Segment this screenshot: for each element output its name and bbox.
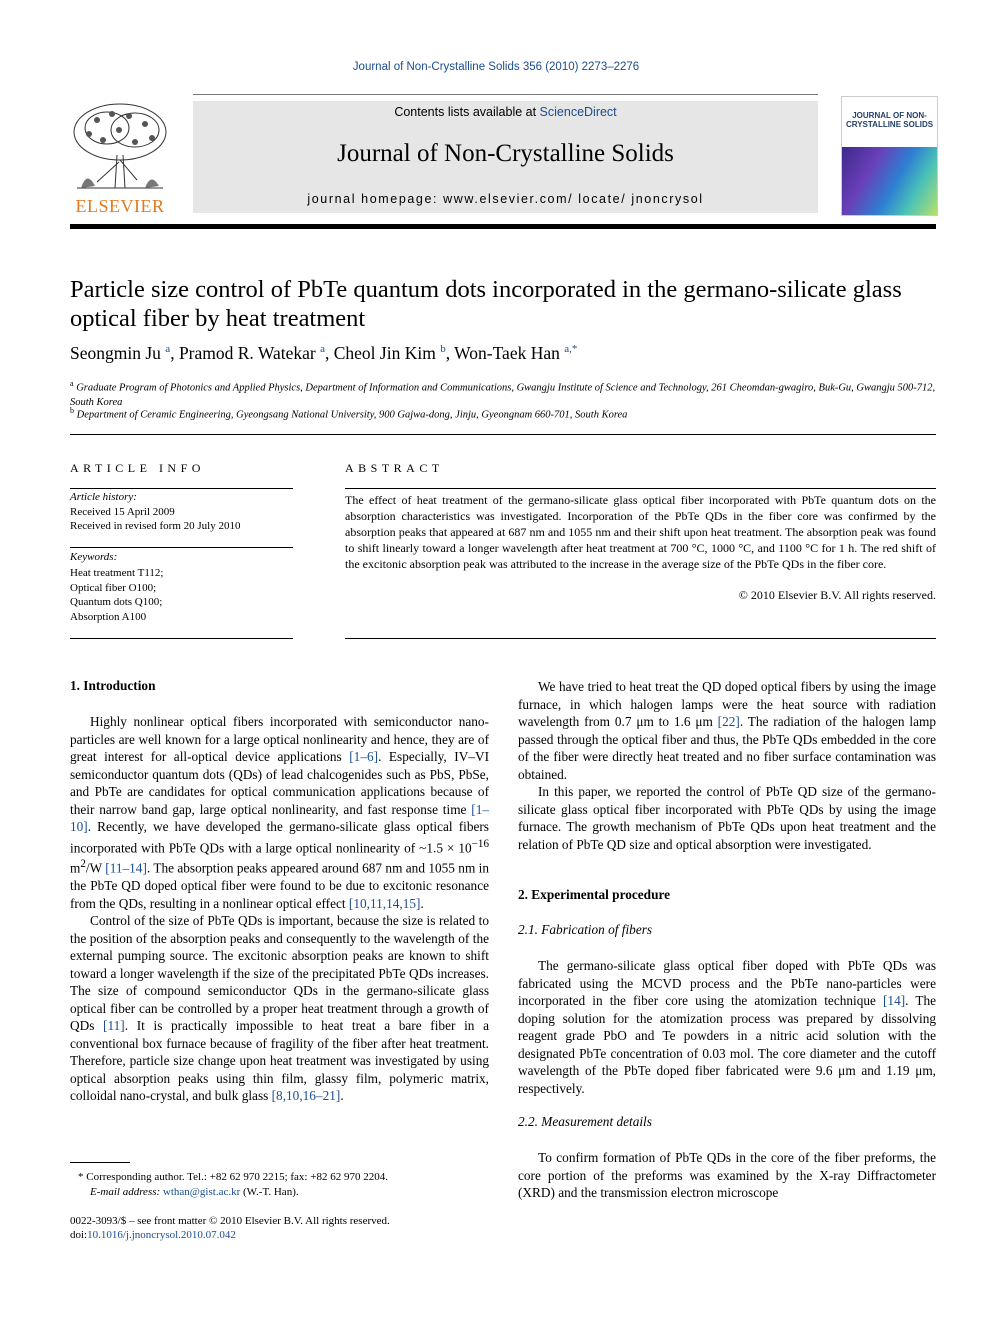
- article-title: Particle size control of PbTe quantum dots incorporated in the germano-silicate glass optical fiber by heat treatment: [70, 276, 902, 332]
- measurement-heading: 2.2. Measurement details: [518, 1114, 652, 1129]
- fabrication-section: [518, 957, 936, 1097]
- header-top-rule: [193, 94, 818, 95]
- article-info-heading: ARTICLE INFO: [70, 461, 205, 475]
- fabrication-paragraph: The germano-silicate glass optical fiber doped with PbTe QDs was fabricated using the MCVD process and the PbTe nano-particles were incorporated in the fiber core using the atomization technique [14]. The doping solution for the atomization process was prepared by dissolving reagent grade PbO and Te powders in a nitric acid solution with the designated PbTe concentration of 0.03 mol. The core diameter and the cutoff wavelength of the PbTe doped fiber fabricated were 9.6 μm and 1.19 μm, respectively.: [518, 958, 936, 1096]
- citation-link[interactable]: [8,10,16–21]: [271, 1088, 341, 1104]
- citation-link[interactable]: [11–14]: [105, 860, 147, 876]
- abstract-text: The effect of heat treatment of the germano-silicate glass optical fiber incorporated with PbTe quantum dots on the absorption characteristics was investigated. Incorporation of the PbTe QDs in the fiber core was confirmed by the absorption peaks that appeared at 687 nm and 1055 nm and their shift upon heat treatment. The absorption peak was found to shift linearly toward a longer wavelength after heat treatment at 700 °C, 1000 °C, and 1100 °C for 1 h. The red shift of the excitonic absorption peak was attributed to the increase in the average size of the PbTe QDs in the fiber core.: [345, 493, 936, 571]
- copyright-notice: © 2010 Elsevier B.V. All rights reserved.: [738, 588, 936, 602]
- elsevier-wordmark: ELSEVIER: [75, 196, 165, 216]
- corresponding-author-note: * Corresponding author. Tel.: +82 62 970 2215; fax: +82 62 970 2204.: [78, 1171, 388, 1183]
- keyword: Absorption A100: [70, 610, 147, 623]
- history-label: Article history:: [70, 491, 137, 503]
- journal-title: Journal of Non-Crystalline Solids: [337, 140, 674, 167]
- sciencedirect-link[interactable]: ScienceDirect: [539, 105, 617, 119]
- divider: [345, 488, 936, 489]
- divider: [70, 488, 293, 489]
- intro-paragraph-4: In this paper, we reported the control of PbTe QD size of the germano-silicate glass optical fiber incorporated with PbTe QDs by using the image furnace. The growth mechanism of PbTe QDs upon heat treatment and the relation of PbTe QD size and optical absorption were investigated.: [518, 784, 936, 852]
- received-date: Received 15 April 2009: [70, 506, 175, 518]
- divider: [70, 434, 936, 435]
- left-column: [70, 713, 489, 1105]
- cover-title: JOURNAL OF NON-CRYSTALLINE SOLIDS: [845, 111, 934, 129]
- cover-image: [842, 147, 937, 215]
- citation-link[interactable]: [22]: [717, 714, 740, 729]
- citation-link[interactable]: [10,11,14,15]: [348, 895, 421, 911]
- keyword: Heat treatment T112;: [70, 567, 164, 579]
- introduction-heading: 1. Introduction: [70, 678, 156, 693]
- footnote-rule: [70, 1162, 130, 1163]
- intro-paragraph-2: Control of the size of PbTe QDs is important, because the size is related to the position of the absorption peaks and consequently to the wavelength of the external pumping source. The excitonic absorption peaks are known to shift toward a longer wavelength if the size of the precipitated PbTe QDs increases. The size of compound semiconductor QDs in the germano-silicate glass optical fiber can be controlled by a proper heat treatment through a growth of QDs [11]. It is practically impossible to heat treat a bare fiber in a conventional box furnace because of fragility of the fiber after heat treatment. Therefore, particle size change upon heat treatment was investigated by using optical absorption peaks using thin film, glassy film, polymeric matrix, colloidal nano-crystal, and bulk glass [8,10,16–21].: [70, 913, 489, 1104]
- divider: [345, 638, 936, 639]
- journal-homepage[interactable]: journal homepage: www.elsevier.com/ locate/ jnoncrysol: [307, 192, 704, 206]
- affiliation-a: $^a$ Graduate Program of Photonics and Applied Physics, Department of Information and Communications, Gwangju Institute of Science and Technology, 261 Cheomdan-gwagiro, Buk-Gu, Gwangju 500-712, South Korea: [70, 379, 936, 408]
- issn-line: 0022-3093/$ – see front matter © 2010 Elsevier B.V. All rights reserved.: [70, 1215, 390, 1227]
- affiliation-b: $^b$ Department of Ceramic Engineering, Gyeongsang National University, 900 Gajwa-dong, Jinju, Gyeongnam 660-701, South Korea: [70, 406, 628, 421]
- fabrication-heading: 2.1. Fabrication of fibers: [518, 922, 653, 937]
- citation-link[interactable]: [1–6]: [349, 749, 379, 764]
- divider: [70, 547, 293, 548]
- keyword: Quantum dots Q100;: [70, 596, 163, 608]
- email-note: E-mail address: wthan@gist.ac.kr (W.-T. Han).: [90, 1186, 299, 1198]
- header-thick-rule: [70, 224, 936, 229]
- doi-link[interactable]: 10.1016/j.jnoncrysol.2010.07.042: [87, 1229, 236, 1241]
- keyword: Optical fiber O100;: [70, 581, 157, 594]
- author-1[interactable]: Seongmin Ju $^a$,: [70, 343, 179, 363]
- author-list: [70, 343, 940, 364]
- email-link[interactable]: wthan@gist.ac.kr: [162, 1186, 241, 1198]
- keywords-label: Keywords:: [70, 551, 118, 563]
- citation-link[interactable]: [1–10]: [70, 801, 489, 834]
- divider: [70, 638, 293, 639]
- measurement-paragraph: To confirm formation of PbTe QDs in the core of the fiber preforms, the core portion of the preforms was examined by the X-ray Diffractometer (XRD) and the transmission electron microscope: [518, 1150, 936, 1200]
- author-4[interactable]: Won-Taek Han $^{a,*}$: [454, 343, 578, 363]
- author-2[interactable]: Pramod R. Watekar $^a$,: [178, 343, 334, 363]
- citation-link[interactable]: [14]: [883, 993, 906, 1008]
- revised-date: Received in revised form 20 July 2010: [70, 520, 241, 532]
- experimental-heading: 2. Experimental procedure: [518, 887, 671, 902]
- author-3[interactable]: Cheol Jin Kim $^b$,: [333, 343, 455, 363]
- contents-line: Contents lists available at ScienceDirect: [394, 105, 617, 119]
- measurement-section: [518, 1149, 936, 1202]
- keywords-list: [70, 566, 163, 624]
- journal-cover-thumbnail[interactable]: [841, 96, 938, 216]
- journal-reference[interactable]: Journal of Non-Crystalline Solids 356 (2010) 2273–2276: [352, 61, 640, 73]
- abstract-heading: ABSTRACT: [345, 461, 444, 475]
- intro-paragraph-1: Highly nonlinear optical fibers incorporated with semiconductor nano-particles are well known for a large optical nonlinearity and hence, they are of great interest for all-optical device applications [1–6]. Especially, IV–VI semiconductor quantum dots (QDs) of lead chalcogenides such as PbS, PbSe, and PbTe are candidates for optical communication applications because of their narrow band gap, large optical nonlinearity, and fast response time [1–10]. Recently, we have developed the germano-silicate glass optical fibers incorporated with PbTe QDs with a large optical nonlinearity of ~1.5 × $10^{-16}$ $m^2/W$ [11–14]. The absorption peaks appeared around 687 nm and 1055 nm in the PbTe QD doped optical fiber were found to be due to excitonic resonance from the QDs, resulting in a nonlinear optical effect [10,11,14,15].: [70, 714, 489, 911]
- intro-paragraph-3: We have tried to heat treat the QD doped optical fibers by using the image furnace, in which halogen lamps were the heat source with radiation wavelength from 0.7 μm to 1.6 μm [22]. The radiation of the halogen lamp passed through the optical fiber and thus, the PbTe QDs embedded in the core of the fiber were directly heat treated and no fiber surface contamination was obtained.: [518, 679, 936, 782]
- citation-link[interactable]: [11]: [103, 1018, 125, 1034]
- right-column-intro: [518, 678, 936, 853]
- doi-line: doi:10.1016/j.jnoncrysol.2010.07.042: [70, 1229, 236, 1241]
